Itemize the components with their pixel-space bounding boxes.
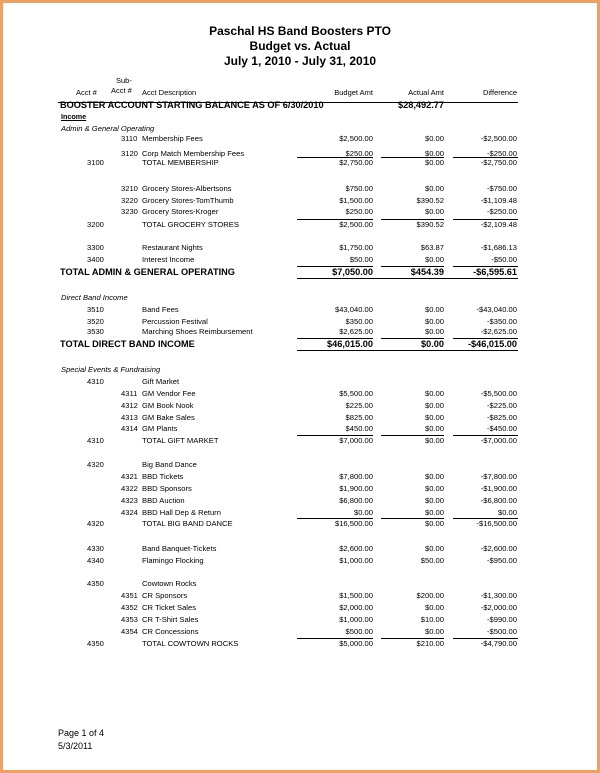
sub-acct-number: 4322 (121, 484, 138, 493)
actual-amount: $0.00 (424, 472, 444, 481)
difference-amount: -$450.00 (487, 424, 517, 433)
org-name: Paschal HS Band Boosters PTO (209, 24, 391, 38)
difference-amount: -$2,750.00 (480, 158, 517, 167)
difference-amount: -$1,109.48 (480, 196, 517, 205)
budget-amount: $7,000.00 (339, 436, 373, 445)
acct-description: BBD Tickets (142, 472, 184, 481)
acct-number: 3530 (87, 327, 104, 336)
budget-amount: $2,500.00 (339, 134, 373, 143)
table-row (0, 413, 600, 423)
acct-description: BBD Auction (142, 496, 185, 505)
table-row (0, 627, 600, 637)
budget-amount: $2,750.00 (339, 158, 373, 167)
acct-description: Big Band Dance (142, 460, 197, 469)
difference-amount: $0.00 (497, 508, 517, 517)
acct-number: 4310 (87, 377, 104, 386)
total-row (0, 158, 600, 168)
acct-description: GM Vendor Fee (142, 389, 196, 398)
opening-amount: $28,492.77 (398, 100, 444, 110)
table-row (0, 472, 600, 482)
total-rule (297, 638, 373, 639)
acct-number: 4330 (87, 544, 104, 553)
total-rule (297, 518, 373, 519)
total-row (0, 339, 600, 349)
total-rule (453, 338, 518, 339)
acct-number: 4350 (87, 579, 104, 588)
acct-number: 4310 (87, 436, 104, 445)
acct-description: Corp Match Membership Fees (142, 149, 245, 158)
acct-description: Flamingo Flocking (142, 556, 204, 565)
report-period: July 1, 2010 - July 31, 2010 (223, 54, 377, 68)
budget-amount: $16,500.00 (334, 519, 373, 528)
table-row (0, 134, 600, 144)
table-row (0, 508, 600, 518)
actual-amount: $0.00 (424, 496, 444, 505)
actual-amount: $0.00 (424, 389, 444, 398)
actual-amount: $0.00 (424, 519, 444, 528)
actual-amount: $0.00 (424, 603, 444, 612)
acct-description: TOTAL GIFT MARKET (142, 436, 219, 445)
total-rule (381, 518, 444, 519)
sub-acct-number: 4314 (121, 424, 138, 433)
difference-amount: -$750.00 (487, 184, 517, 193)
total-row (0, 267, 600, 277)
table-row (0, 603, 600, 613)
section-heading (0, 293, 600, 303)
difference-amount: -$43,040.00 (476, 305, 517, 314)
actual-amount: $200.00 (416, 591, 444, 600)
budget-amount: $1,000.00 (339, 556, 373, 565)
sub-acct-number: 4351 (121, 591, 138, 600)
budget-amount: $1,500.00 (339, 591, 373, 600)
budget-amount: $7,800.00 (339, 472, 373, 481)
budget-amount: $500.00 (345, 627, 373, 636)
acct-description: TOTAL MEMBERSHIP (142, 158, 219, 167)
acct-number: 4320 (87, 519, 104, 528)
budget-amount: $750.00 (345, 184, 373, 193)
section-heading (0, 124, 600, 134)
grand-total-underline (297, 350, 518, 351)
budget-amount: $825.00 (345, 413, 373, 422)
difference-amount: -$825.00 (487, 413, 517, 422)
table-row (0, 389, 600, 399)
difference-amount: -$7,000.00 (480, 436, 517, 445)
opening-label: BOOSTER ACCOUNT STARTING BALANCE AS OF 6/30/2010 (60, 100, 324, 110)
table-row (0, 424, 600, 434)
budget-amount: $450.00 (345, 424, 373, 433)
difference-amount: -$50.00 (491, 255, 517, 264)
acct-description: Grocery Stores-Kroger (142, 207, 219, 216)
total-rule (381, 638, 444, 639)
acct-description: TOTAL COWTOWN ROCKS (142, 639, 239, 648)
table-row (0, 544, 600, 554)
difference-amount: -$2,500.00 (480, 134, 517, 143)
budget-amount: $1,750.00 (339, 243, 373, 252)
budget-amount: $2,625.00 (339, 327, 373, 336)
actual-amount: $0.00 (424, 436, 444, 445)
actual-amount: $0.00 (424, 413, 444, 422)
sub-acct-number: 3230 (121, 207, 138, 216)
sub-acct-number: 4313 (121, 413, 138, 422)
total-rule (453, 518, 518, 519)
acct-description: Percussion Festival (142, 317, 208, 326)
actual-amount: $0.00 (424, 424, 444, 433)
total-row (0, 519, 600, 529)
acct-description: CR Concessions (142, 627, 199, 636)
total-row (0, 220, 600, 230)
acct-description: Gift Market (142, 377, 180, 386)
section-title: Admin & General Operating (61, 124, 155, 133)
budget-amount: $43,040.00 (334, 305, 373, 314)
table-row (0, 184, 600, 194)
budget-amount: $250.00 (345, 207, 373, 216)
acct-description: Interest Income (142, 255, 195, 264)
total-rule (297, 157, 373, 158)
acct-description: BBD Hall Dep & Return (142, 508, 221, 517)
actual-amount: $50.00 (420, 556, 444, 565)
acct-description: TOTAL BIG BAND DANCE (142, 519, 233, 528)
acct-description: GM Bake Sales (142, 413, 195, 422)
total-rule (381, 157, 444, 158)
acct-description: Grocery Stores-TomThumb (142, 196, 234, 205)
table-row (0, 305, 600, 315)
acct-description: BBD Sponsors (142, 484, 192, 493)
actual-amount: $0.00 (421, 339, 444, 349)
acct-description: TOTAL ADMIN & GENERAL OPERATING (60, 267, 235, 277)
total-rule (381, 219, 444, 220)
col-sub-top: Sub- (116, 76, 132, 85)
table-row (0, 317, 600, 327)
acct-description: TOTAL DIRECT BAND INCOME (60, 339, 195, 349)
budget-amount: $50.00 (349, 255, 373, 264)
total-rule (297, 219, 373, 220)
actual-amount: $0.00 (424, 305, 444, 314)
budget-amount: $6,800.00 (339, 496, 373, 505)
budget-amount: $0.00 (353, 508, 373, 517)
difference-amount: -$250.00 (487, 149, 517, 158)
budget-amount: $46,015.00 (327, 339, 373, 349)
difference-amount: -$4,790.00 (480, 639, 517, 648)
actual-amount: $0.00 (424, 401, 444, 410)
difference-amount: -$250.00 (487, 207, 517, 216)
difference-amount: -$2,600.00 (480, 544, 517, 553)
acct-description: CR T-Shirt Sales (142, 615, 199, 624)
difference-amount: -$350.00 (487, 317, 517, 326)
actual-amount: $0.00 (424, 317, 444, 326)
difference-amount: -$6,800.00 (480, 496, 517, 505)
total-rule (297, 435, 373, 436)
actual-amount: $390.52 (416, 196, 444, 205)
total-rule (453, 219, 518, 220)
actual-amount: $0.00 (424, 508, 444, 517)
acct-number: 4320 (87, 460, 104, 469)
sub-acct-number: 4353 (121, 615, 138, 624)
budget-amount: $2,500.00 (339, 220, 373, 229)
acct-description: Cowtown Rocks (142, 579, 197, 588)
actual-amount: $210.00 (416, 639, 444, 648)
difference-amount: -$950.00 (487, 556, 517, 565)
table-row (0, 196, 600, 206)
report-date: 5/3/2011 (58, 741, 93, 751)
difference-amount: -$1,300.00 (480, 591, 517, 600)
acct-number: 3100 (87, 158, 104, 167)
sub-acct-number: 3210 (121, 184, 138, 193)
sub-acct-number: 4352 (121, 603, 138, 612)
acct-description: TOTAL GROCERY STORES (142, 220, 239, 229)
budget-amount: $225.00 (345, 401, 373, 410)
col-budget: Budget Amt (334, 88, 373, 97)
budget-amount: $7,050.00 (332, 267, 373, 277)
total-rule (453, 435, 518, 436)
sub-acct-number: 4312 (121, 401, 138, 410)
budget-amount: $250.00 (345, 149, 373, 158)
section-title: Direct Band Income (61, 293, 128, 302)
table-row (0, 615, 600, 625)
acct-number: 3300 (87, 243, 104, 252)
actual-amount: $63.87 (420, 243, 444, 252)
table-row (0, 484, 600, 494)
sub-acct-number: 3220 (121, 196, 138, 205)
actual-amount: $0.00 (424, 158, 444, 167)
actual-amount: $10.00 (420, 615, 444, 624)
actual-amount: $454.39 (410, 267, 444, 277)
sub-acct-number: 3110 (121, 134, 138, 143)
sub-acct-number: 4324 (121, 508, 138, 517)
acct-description: Membership Fees (142, 134, 203, 143)
actual-amount: $0.00 (424, 184, 444, 193)
col-acct: Acct # (76, 88, 97, 97)
total-rule (297, 266, 373, 267)
budget-amount: $350.00 (345, 317, 373, 326)
acct-description: Band Fees (142, 305, 179, 314)
difference-amount: -$1,900.00 (480, 484, 517, 493)
total-row (0, 436, 600, 446)
difference-amount: -$2,000.00 (480, 603, 517, 612)
budget-amount: $2,600.00 (339, 544, 373, 553)
acct-number: 3510 (87, 305, 104, 314)
acct-description: Band Banquet-Tickets (142, 544, 217, 553)
acct-description: Restaurant Nights (142, 243, 203, 252)
difference-amount: -$5,500.00 (480, 389, 517, 398)
actual-amount: $0.00 (424, 134, 444, 143)
col-sub-bottom: Acct # (111, 86, 132, 95)
actual-amount: $0.00 (424, 207, 444, 216)
table-row (0, 207, 600, 217)
difference-amount: -$6,595.61 (473, 267, 517, 277)
budget-amount: $5,000.00 (339, 639, 373, 648)
col-difference: Difference (482, 88, 517, 97)
actual-amount: $0.00 (424, 327, 444, 336)
total-rule (381, 435, 444, 436)
section-heading (0, 365, 600, 375)
total-row (0, 639, 600, 649)
difference-amount: -$1,686.13 (480, 243, 517, 252)
page-number: Page 1 of 4 (58, 728, 105, 738)
table-row (0, 401, 600, 411)
table-row (0, 579, 600, 589)
table-row (0, 243, 600, 253)
section-title: Special Events & Fundraising (61, 365, 161, 374)
budget-amount: $1,500.00 (339, 196, 373, 205)
total-rule (453, 638, 518, 639)
sub-acct-number: 4354 (121, 627, 138, 636)
table-row (0, 377, 600, 387)
actual-amount: $0.00 (424, 544, 444, 553)
actual-amount: $0.00 (424, 627, 444, 636)
table-row (0, 327, 600, 337)
report-title: Budget vs. Actual (249, 39, 351, 53)
difference-amount: -$225.00 (487, 401, 517, 410)
difference-amount: -$46,015.00 (467, 339, 517, 349)
sub-acct-number: 3120 (121, 149, 138, 158)
table-row (0, 460, 600, 470)
acct-description: GM Plants (142, 424, 178, 433)
difference-amount: -$990.00 (487, 615, 517, 624)
acct-number: 3400 (87, 255, 104, 264)
grand-total-underline (297, 278, 518, 279)
acct-description: Grocery Stores-Albertsons (142, 184, 232, 193)
total-rule (453, 157, 518, 158)
opening-balance-row (0, 99, 600, 111)
budget-amount: $5,500.00 (339, 389, 373, 398)
actual-amount: $390.52 (416, 220, 444, 229)
col-actual: Actual Amt (408, 88, 444, 97)
total-rule (381, 266, 444, 267)
difference-amount: -$2,109.48 (480, 220, 517, 229)
difference-amount: -$500.00 (487, 627, 517, 636)
total-rule (297, 338, 373, 339)
sub-acct-number: 4321 (121, 472, 138, 481)
budget-amount: $1,900.00 (339, 484, 373, 493)
actual-amount: $0.00 (424, 484, 444, 493)
budget-amount: $2,000.00 (339, 603, 373, 612)
difference-amount: -$2,625.00 (480, 327, 517, 336)
acct-number: 3200 (87, 220, 104, 229)
difference-amount: -$16,500.00 (476, 519, 517, 528)
table-row (0, 591, 600, 601)
acct-description: GM Book Nook (142, 401, 194, 410)
table-row (0, 496, 600, 506)
acct-description: CR Ticket Sales (142, 603, 197, 612)
acct-number: 3520 (87, 317, 104, 326)
sub-acct-number: 4323 (121, 496, 138, 505)
total-rule (381, 338, 444, 339)
sub-acct-number: 4311 (121, 389, 138, 398)
table-row (0, 556, 600, 566)
col-desc: Acct Description (142, 88, 197, 97)
total-rule (453, 266, 518, 267)
actual-amount: $0.00 (424, 255, 444, 264)
table-row (0, 255, 600, 265)
budget-amount: $1,000.00 (339, 615, 373, 624)
acct-description: CR Sponsors (142, 591, 188, 600)
difference-amount: -$7,800.00 (480, 472, 517, 481)
actual-amount: $0.00 (424, 149, 444, 158)
acct-description: Marching Shoes Reimbursement (142, 327, 253, 336)
acct-number: 4350 (87, 639, 104, 648)
income-label: Income (61, 112, 87, 121)
acct-number: 4340 (87, 556, 104, 565)
